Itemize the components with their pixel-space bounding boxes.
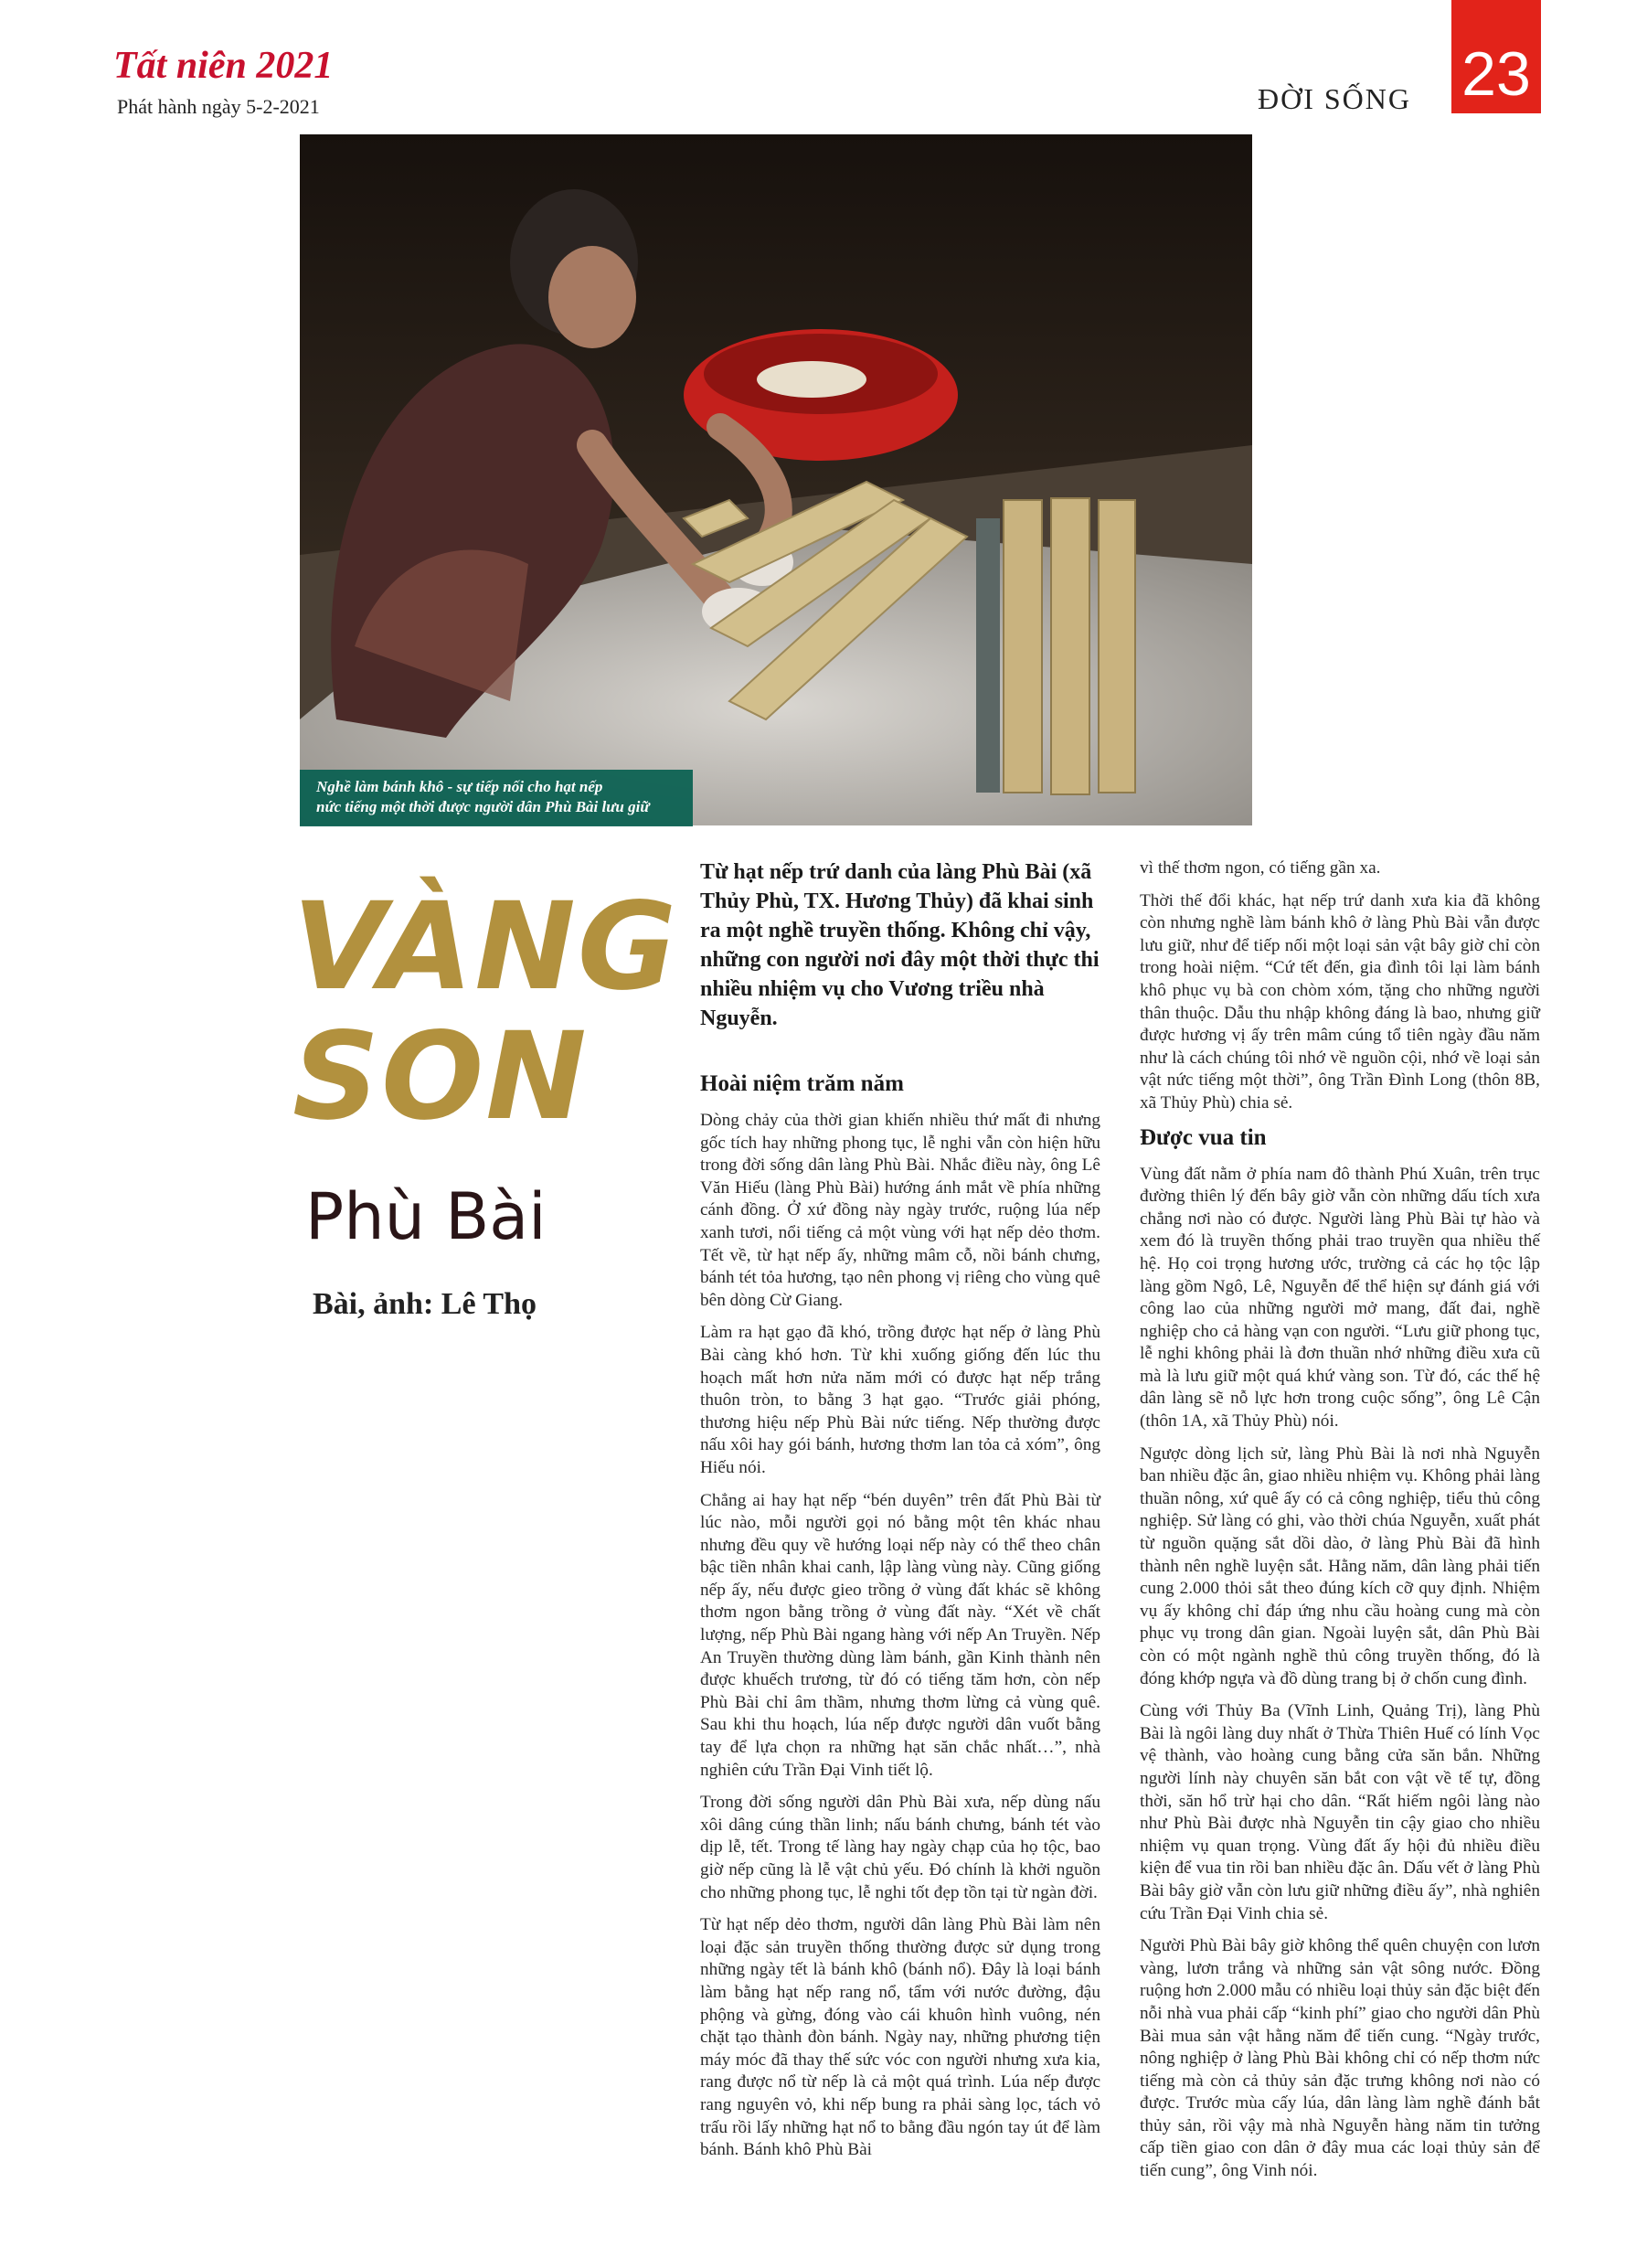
article-photo bbox=[300, 134, 1252, 825]
paragraph: Từ hạt nếp dẻo thơm, người dân làng Phù Bài làm nên loại đặc sản truyền thống thường được sử dụng trong những ngày tết là bánh khô (bánh nổ). Đây là loại bánh làm bằng hạt nếp rang nổ, tẩm với nước đường, đậu phộng và gừng, đóng vào cái khuôn hình vuông, nén chặt tạo thành đòn bánh. Ngày nay, những phương tiện máy móc đã thay thế sức vóc con người nhưng xưa kia, rang được nổ từ nếp là cả một quá trình. Lúa nếp được rang nguyên vỏ, khi nếp bung ra phải sàng lọc, tách vỏ trấu rồi lấy những hạt nổ to bằng đầu ngón tay út để làm bánh. Bánh khô Phù Bài bbox=[700, 1915, 1100, 2160]
paragraph: Làm ra hạt gạo đã khó, trồng được hạt nếp ở làng Phù Bài càng khó hơn. Từ khi xuống giống đến lúc thu hoạch mất hơn nửa năm mới có được hạt nếp trắng thuôn tròn, to bằng 3 hạt gạo. “Trước giải phóng, thương hiệu nếp Phù Bài nức tiếng. Nếp thường được nấu xôi hay gói bánh, hương thơm lan tỏa cả xóm”, ông Hiếu nói. bbox=[700, 1323, 1100, 1477]
lede: Từ hạt nếp trứ danh của làng Phù Bài (xã Thủy Phù, TX. Hương Thủy) đã khai sinh ra một nghề truyền thống. Không chỉ vậy, những con người nơi đây một thời thực thi nhiều nhiệm vụ cho Vương triều nhà Nguyễn. bbox=[700, 860, 1100, 1030]
paragraph: Chẳng ai hay hạt nếp “bén duyên” trên đất Phù Bài từ lúc nào, mỗi người gọi nó bằng một tên khác nhau nhưng đều quy về hướng loại nếp này có thể theo chân bậc tiền nhân khai canh, lập làng vùng này. Cũng giống nếp ấy, nếu được gieo trồng ở vùng đất khác sẽ không thơm ngon bằng trồng ở vùng đất này. “Xét về chất lượng, nếp Phù Bài ngang hàng với nếp An Truyền. Nếp An Truyền thường dùng làm bánh, gần Kinh thành nên được khuếch trương, từ đó có tiếng tăm hơn, còn nếp Phù Bài chỉ âm thầm, nhưng thơm lừng cả vùng quê. Sau khi thu hoạch, lúa nếp được người dân vuốt bằng tay để lựa chọn ra những hạt săn chắc nhất…”, nhà nghiên cứu Trần Đại Vinh tiết lộ. bbox=[700, 1490, 1100, 1780]
section-title: ĐỜI SỐNG bbox=[1258, 82, 1411, 115]
paragraph: Cùng với Thủy Ba (Vĩnh Linh, Quảng Trị), làng Phù Bài là ngôi làng duy nhất ở Thừa Thiên Huế có lính Vọc vệ thành, vào hoàng cung bằng cửa săn bắn. Những người lính này chuyên săn bắt con vật về tế tự, đồng thời, săn hổ trừ hại cho dân. “Rất hiếm ngôi làng nào như Phù Bài được nhà Nguyễn tin cậy giao cho nhiều nhiệm vụ quan trọng. Vùng đất ấy hội đủ nhiều điều kiện để vua tin rồi ban nhiều đặc ân. Dấu vết ở làng Phù Bài bây giờ vẫn còn lưu giữ những điều ấy”, nhà nghiên cứu Trần Đại Vinh chia sẻ. bbox=[1140, 1701, 1540, 1923]
subheading: Hoài niệm trăm năm bbox=[700, 1071, 904, 1096]
headline-vang: VÀNG bbox=[292, 877, 679, 1017]
article-column-2 bbox=[1140, 857, 1540, 2193]
subheading: Được vua tin bbox=[1140, 1124, 1267, 1150]
paragraph: Người Phù Bài bây giờ không thể quên chuyện con lươn vàng, lươn trắng và những sản vật sông nước. Đồng ruộng hơn 2.000 mẫu có nhiều loại thủy sản đặc biệt đến nỗi nhà vua phải cấp “kinh phí” giao cho người dân Phù Bài mua sản vật hằng năm để tiến cung. “Ngày trước, nông nghiệp ở làng Phù Bài không chỉ có nếp thơm nức tiếng mà còn cả thủy sản đặc trưng không nơi nào có được. Trước mùa cấy lúa, dân làng làm nghề đánh bắt thủy sản, rồi vậy mà nhà Nguyễn hàng năm tin tưởng cấp tiền giao con dân ở đây mua các loại thủy sản để tiến cung”, ông Vinh nói. bbox=[1140, 1936, 1540, 2181]
caption-line: Nghề làm bánh khô - sự tiếp nối cho hạt nếp bbox=[316, 778, 603, 795]
paragraph: Thời thế đổi khác, hạt nếp trứ danh xưa kia đã không còn nhưng nghề làm bánh khô ở làng Phù Bài vẫn được lưu giữ, như để tiếp nối một loại sản vật bây giờ chỉ còn trong hoài niệm. “Cứ tết đến, gia đình tôi lại làm bánh khô phục vụ bà con chòm xóm, tặng cho những người thân thuộc. Dẫu thu nhập không đáng là bao, nhưng giữ được hương vị ấy trên mâm cúng tổ tiên ngày đầu năm như là cách chúng tôi nhớ về nguồn cội, nhớ về loại sản vật nức tiếng một thời”, ông Trần Đình Long (thôn 8B, xã Thủy Phù) chia sẻ. bbox=[1140, 890, 1540, 1113]
headline-phu-bai: Phù Bài bbox=[305, 1179, 547, 1254]
headline-son: SON bbox=[292, 1006, 589, 1147]
paragraph: Ngược dòng lịch sử, làng Phù Bài là nơi nhà Nguyễn ban nhiều đặc ân, giao nhiều nhiệm vụ. Không phải làng thuần nông, xứ quê ấy có cả công nghiệp, tiểu thủ công nghiệp. Sử làng có ghi, vào thời chúa Nguyễn, xuất phát từ nguồn quặng sắt dồi dào, ở làng Phù Bài đã hình thành nên nghề luyện sắt. Hằng năm, dân làng phải tiến cung 2.000 thỏi sắt theo đúng kích cỡ quy định. Nhiệm vụ ấy không chỉ đáp ứng nhu cầu hoàng cung mà còn phục vụ trong dân gian. Ngoài luyện sắt, dân Phù Bài còn có một ngành nghề thủ công truyền thống, đó là đóng khớp ngựa và đồ dùng trang bị ở chốn cung đình. bbox=[1140, 1443, 1540, 1688]
article-column-1 bbox=[700, 857, 1100, 2172]
release-date: Phát hành ngày 5-2-2021 bbox=[117, 95, 320, 118]
paragraph: Trong đời sống người dân Phù Bài xưa, nếp dùng nấu xôi dâng cúng thần linh; nấu bánh chưng, bánh tét vào dịp lễ, tết. Trong tế làng hay ngày chạp của họ tộc, bao giờ nếp cũng là lễ vật chủ yếu. Đó chính là khởi nguồn cho những phong tục, lễ nghi tốt đẹp tồn tại từ ngàn đời. bbox=[700, 1793, 1100, 1902]
page-number: 23 bbox=[1451, 0, 1541, 113]
paragraph: Vùng đất nằm ở phía nam đô thành Phú Xuân, trên trục đường thiên lý đến bây giờ vẫn còn những dấu tích xưa chẳng nơi nào có được. Người làng Phù Bài tự hào và xem đó là truyền thống phải trao truyền qua nhiều thế hệ. Họ coi trọng hương ước, trường cả các họ tộc lập làng gồm Ngô, Lê, Nguyễn để thể hiện sự đánh giá với công lao của những người mở mang, đất đai, nghề nghiệp cho cả hàng vạn con người. “Lưu giữ phong tục, lễ nghi không phải là đơn thuần nhớ những điều xưa cũ mà là lưu giữ một quá khứ vàng son. Từ đó, các thế hệ dân làng sẽ nỗ lực hơn trong cuộc sống”, ông Lê Cận (thôn 1A, xã Thủy Phù) nói. bbox=[1140, 1164, 1540, 1432]
caption-line: nức tiếng một thời được người dân Phù Bài lưu giữ bbox=[316, 798, 650, 815]
issue-label: Tất niên 2021 bbox=[113, 45, 334, 87]
photo-caption bbox=[300, 770, 693, 826]
byline: Bài, ảnh: Lê Thọ bbox=[313, 1287, 537, 1321]
paragraph: vì thế thơm ngon, có tiếng gần xa. bbox=[1140, 858, 1381, 878]
paragraph: Dòng chảy của thời gian khiến nhiều thứ mất đi nhưng gốc tích hay những phong tục, lễ nghi vẫn còn hiện hữu trong đời sống dân làng Phù Bài. Nhắc điều này, ông Lê Văn Hiếu (làng Phù Bài) hướng ánh mắt về phía những cánh đồng. Ở xứ đồng này ngày trước, ruộng lúa nếp xanh tươi, nổi tiếng cả một vùng với hạt nếp dẻo thơm. Tết về, từ hạt nếp ấy, những mâm cỗ, nồi bánh chưng, bánh tét tỏa hương, tạo nên phong vị riêng cho vùng quê bên dòng Cừ Giang. bbox=[700, 1111, 1100, 1310]
photo-illustration bbox=[300, 134, 1252, 825]
